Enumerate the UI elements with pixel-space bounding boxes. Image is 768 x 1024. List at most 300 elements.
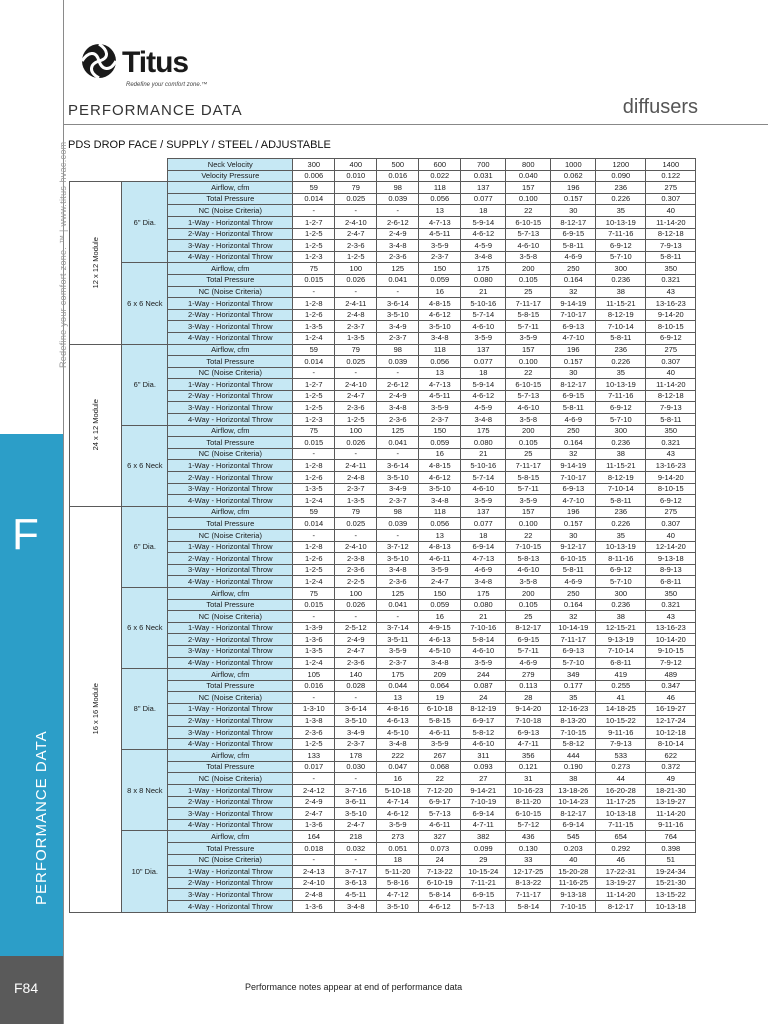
value-cell: 38	[551, 773, 596, 785]
row-label: Total Pressure	[168, 356, 293, 368]
value-cell: 21	[461, 448, 506, 460]
value-cell: 10-13-19	[596, 216, 646, 228]
value-cell: 4-6-9	[551, 251, 596, 263]
row-label: 1-Way - Horizontal Throw	[168, 703, 293, 715]
value-cell: 0.044	[377, 680, 419, 692]
value-cell: 0.100	[506, 193, 551, 205]
row-label: Total Pressure	[168, 193, 293, 205]
value-cell: 5-7-12	[506, 819, 551, 831]
value-cell: 46	[646, 692, 696, 704]
value-cell: 4-6-10	[506, 240, 551, 252]
row-label: NC (Noise Criteria)	[168, 611, 293, 623]
value-cell: 4-6-11	[419, 819, 461, 831]
size-label: 6" Dia.	[122, 506, 168, 587]
value-cell: 1-2-7	[293, 379, 335, 391]
value-cell: 8-10-15	[646, 483, 696, 495]
value-cell: 6-9-13	[551, 483, 596, 495]
value-cell: -	[293, 286, 335, 298]
value-cell: 2-3-7	[419, 414, 461, 426]
value-cell: 2-3-7	[377, 657, 419, 669]
value-cell: 0.025	[335, 193, 377, 205]
value-cell: 654	[596, 831, 646, 843]
value-cell: 178	[335, 750, 377, 762]
value-cell: 18	[461, 530, 506, 542]
value-cell: 13	[419, 205, 461, 217]
value-cell: 41	[596, 692, 646, 704]
blank-cell	[70, 159, 168, 171]
value-cell: 24	[419, 854, 461, 866]
value-cell: 0.080	[461, 274, 506, 286]
value-cell: 5-7-14	[461, 309, 506, 321]
value-cell: 0.121	[506, 761, 551, 773]
value-cell: 30	[551, 530, 596, 542]
value-cell: 244	[461, 669, 506, 681]
value-cell: 4-5-9	[461, 402, 506, 414]
value-cell: 5-7-13	[506, 390, 551, 402]
value-cell: 5-7-10	[596, 576, 646, 588]
value-cell: 5-7-13	[461, 901, 506, 913]
value-cell: 0.015	[293, 599, 335, 611]
value-cell: 10-15-24	[461, 866, 506, 878]
value-cell: 7-11-16	[596, 228, 646, 240]
value-cell: 1-3-9	[293, 622, 335, 634]
row-label: 3-Way - Horizontal Throw	[168, 727, 293, 739]
row-label: 1-Way - Horizontal Throw	[168, 866, 293, 878]
value-cell: 0.064	[419, 680, 461, 692]
value-cell: 2-4-8	[335, 472, 377, 484]
value-cell: 1-3-5	[335, 495, 377, 507]
value-cell: 157	[506, 182, 551, 194]
value-cell: 7-10-19	[461, 796, 506, 808]
value-cell: 98	[377, 182, 419, 194]
row-label: NC (Noise Criteria)	[168, 773, 293, 785]
value-cell: 0.041	[377, 599, 419, 611]
value-cell: 4-6-9	[461, 564, 506, 576]
value-cell: 0.056	[419, 518, 461, 530]
value-cell: 2-4-8	[293, 889, 335, 901]
row-label: 1-Way - Horizontal Throw	[168, 379, 293, 391]
value-cell: 3-5-9	[461, 332, 506, 344]
value-cell: 3-5-10	[377, 553, 419, 565]
value-cell: 3-4-9	[377, 321, 419, 333]
value-cell: 100	[335, 263, 377, 275]
row-label: 4-Way - Horizontal Throw	[168, 901, 293, 913]
value-cell: 2-4-9	[293, 796, 335, 808]
value-cell: 4-5-11	[419, 390, 461, 402]
value-cell: 16	[419, 286, 461, 298]
size-label: 6" Dia.	[122, 182, 168, 263]
value-cell: 8-13-20	[551, 715, 596, 727]
value-cell: 79	[335, 344, 377, 356]
value-cell: 236	[596, 182, 646, 194]
performance-table	[69, 158, 696, 913]
row-label: Airflow, cfm	[168, 182, 293, 194]
row-label: Neck Velocity	[168, 159, 293, 171]
value-cell: 0.100	[506, 356, 551, 368]
value-cell: 1000	[551, 159, 596, 171]
value-cell: 222	[377, 750, 419, 762]
value-cell: 8-10-15	[646, 321, 696, 333]
value-cell: 0.122	[646, 170, 696, 182]
value-cell: 0.016	[293, 680, 335, 692]
value-cell: 8-12-19	[461, 703, 506, 715]
value-cell: 2-3-7	[377, 332, 419, 344]
value-cell: 25	[506, 286, 551, 298]
value-cell: 13	[377, 692, 419, 704]
value-cell: 7-11-17	[551, 634, 596, 646]
value-cell: 0.307	[646, 356, 696, 368]
value-cell: 5-8-12	[461, 727, 506, 739]
value-cell: 1-3-6	[293, 634, 335, 646]
value-cell: 3-5-9	[506, 332, 551, 344]
module-label: 24 x 12 Module	[90, 399, 100, 451]
row-label: 2-Way - Horizontal Throw	[168, 634, 293, 646]
value-cell: 3-4-8	[419, 495, 461, 507]
value-cell: 4-6-9	[551, 576, 596, 588]
value-cell: 0.014	[293, 518, 335, 530]
value-cell: 22	[506, 530, 551, 542]
value-cell: 1-2-8	[293, 541, 335, 553]
value-cell: 300	[596, 263, 646, 275]
row-label: Total Pressure	[168, 274, 293, 286]
value-cell: 0.006	[293, 170, 335, 182]
value-cell: 4-6-9	[506, 657, 551, 669]
value-cell: 0.177	[551, 680, 596, 692]
value-cell: 2-3-6	[293, 727, 335, 739]
value-cell: 1-2-5	[335, 414, 377, 426]
row-label: Total Pressure	[168, 761, 293, 773]
table-row	[70, 182, 696, 194]
value-cell: 1-2-6	[293, 553, 335, 565]
row-label: 2-Way - Horizontal Throw	[168, 877, 293, 889]
value-cell: 7-10-14	[596, 483, 646, 495]
value-cell: 3-5-11	[377, 634, 419, 646]
value-cell: 1-2-6	[293, 472, 335, 484]
value-cell: 200	[506, 587, 551, 599]
value-cell: 2-4-9	[335, 634, 377, 646]
value-cell: 0.039	[377, 356, 419, 368]
value-cell: 98	[377, 506, 419, 518]
value-cell: 33	[506, 854, 551, 866]
value-cell: 9-14-20	[646, 309, 696, 321]
value-cell: 382	[461, 831, 506, 843]
value-cell: 1-2-4	[293, 332, 335, 344]
value-cell: 1-2-5	[293, 738, 335, 750]
value-cell: 764	[646, 831, 696, 843]
value-cell: 196	[551, 182, 596, 194]
value-cell: 59	[293, 344, 335, 356]
value-cell: 9-11-16	[596, 727, 646, 739]
value-cell: 4-7-14	[377, 796, 419, 808]
value-cell: 3-4-8	[461, 251, 506, 263]
value-cell: 7-10-15	[506, 541, 551, 553]
value-cell: 4-6-12	[419, 309, 461, 321]
value-cell: 3-5-10	[377, 309, 419, 321]
row-label: 4-Way - Horizontal Throw	[168, 738, 293, 750]
value-cell: 11-16-25	[551, 877, 596, 889]
logo-tagline: Redefine your comfort zone.™	[126, 82, 208, 88]
value-cell: 0.016	[377, 170, 419, 182]
value-cell: -	[293, 367, 335, 379]
value-cell: 10-14-23	[551, 796, 596, 808]
value-cell: 0.226	[596, 356, 646, 368]
value-cell: 12-14-20	[646, 541, 696, 553]
value-cell: 6-9-15	[551, 228, 596, 240]
value-cell: 10-14-20	[646, 634, 696, 646]
value-cell: 75	[293, 425, 335, 437]
value-cell: 3-5-9	[377, 645, 419, 657]
value-cell: 7-11-16	[596, 390, 646, 402]
value-cell: 2-3-6	[377, 414, 419, 426]
row-label: Total Pressure	[168, 599, 293, 611]
value-cell: 7-10-14	[596, 321, 646, 333]
value-cell: 22	[419, 773, 461, 785]
value-cell: 0.059	[419, 437, 461, 449]
value-cell: 79	[335, 182, 377, 194]
value-cell: 59	[293, 182, 335, 194]
value-cell: 59	[293, 506, 335, 518]
value-cell: 1-3-5	[293, 483, 335, 495]
value-cell: 196	[551, 506, 596, 518]
row-label: 4-Way - Horizontal Throw	[168, 414, 293, 426]
value-cell: 4-5-11	[335, 889, 377, 901]
value-cell: 18	[377, 854, 419, 866]
value-cell: 2-3-7	[419, 251, 461, 263]
row-label: Airflow, cfm	[168, 587, 293, 599]
value-cell: 3-6-14	[377, 298, 419, 310]
value-cell: 43	[646, 611, 696, 623]
value-cell: 1200	[596, 159, 646, 171]
value-cell: 13	[419, 367, 461, 379]
value-cell: 6-9-12	[596, 240, 646, 252]
value-cell: 35	[551, 692, 596, 704]
value-cell: 1-3-6	[293, 901, 335, 913]
website-vertical-text: Redefine your comfort zone. ™ | www.titus-hvac.com	[58, 141, 68, 368]
value-cell: 44	[596, 773, 646, 785]
value-cell: 0.014	[293, 356, 335, 368]
row-label: 2-Way - Horizontal Throw	[168, 228, 293, 240]
value-cell: 10-12-18	[646, 727, 696, 739]
value-cell: 7-10-16	[461, 622, 506, 634]
value-cell: 2-4-7	[335, 819, 377, 831]
value-cell: 0.099	[461, 843, 506, 855]
value-cell: 13-16-23	[646, 460, 696, 472]
value-cell: 0.157	[551, 518, 596, 530]
value-cell: 2-4-9	[377, 228, 419, 240]
value-cell: 35	[596, 367, 646, 379]
value-cell: 3-5-8	[506, 414, 551, 426]
value-cell: 7-9-13	[596, 738, 646, 750]
value-cell: 279	[506, 669, 551, 681]
value-cell: 11-15-21	[596, 298, 646, 310]
logo-wordmark: Titus	[122, 46, 189, 79]
value-cell: 3-4-8	[419, 332, 461, 344]
value-cell: 11-14-20	[596, 889, 646, 901]
blank-cell	[70, 170, 168, 182]
value-cell: 3-5-10	[377, 901, 419, 913]
value-cell: 1-2-3	[293, 251, 335, 263]
value-cell: 8-10-14	[646, 738, 696, 750]
value-cell: 0.307	[646, 193, 696, 205]
value-cell: 250	[551, 263, 596, 275]
value-cell: 7-11-21	[461, 877, 506, 889]
value-cell: 51	[646, 854, 696, 866]
value-cell: 545	[551, 831, 596, 843]
value-cell: 3-5-9	[506, 495, 551, 507]
value-cell: 1-2-5	[293, 402, 335, 414]
value-cell: 0.059	[419, 274, 461, 286]
value-cell: 118	[419, 182, 461, 194]
value-cell: 7-10-15	[551, 727, 596, 739]
value-cell: 349	[551, 669, 596, 681]
value-cell: 5-7-10	[596, 251, 646, 263]
value-cell: 21	[461, 286, 506, 298]
value-cell: 1-2-5	[335, 251, 377, 263]
value-cell: 4-6-11	[419, 553, 461, 565]
value-cell: 157	[506, 506, 551, 518]
row-label: Velocity Pressure	[168, 170, 293, 182]
value-cell: 7-11-17	[506, 298, 551, 310]
value-cell: 2-4-10	[293, 877, 335, 889]
size-label: 10" Dia.	[122, 831, 168, 912]
value-cell: 5-8-15	[506, 472, 551, 484]
value-cell: 436	[506, 831, 551, 843]
row-label: NC (Noise Criteria)	[168, 205, 293, 217]
row-label: NC (Noise Criteria)	[168, 692, 293, 704]
value-cell: 5-10-18	[377, 785, 419, 797]
value-cell: 0.255	[596, 680, 646, 692]
value-cell: 10-15-22	[596, 715, 646, 727]
table-row	[70, 831, 696, 843]
value-cell: 0.321	[646, 599, 696, 611]
value-cell: 3-4-8	[419, 657, 461, 669]
row-label: 4-Way - Horizontal Throw	[168, 332, 293, 344]
value-cell: 0.236	[596, 599, 646, 611]
value-cell: 4-8-15	[419, 460, 461, 472]
value-cell: 5-8-11	[596, 332, 646, 344]
value-cell: 350	[646, 425, 696, 437]
value-cell: 5-8-11	[596, 495, 646, 507]
value-cell: 236	[596, 344, 646, 356]
row-label: 2-Way - Horizontal Throw	[168, 472, 293, 484]
module-label-cell	[70, 344, 122, 506]
value-cell: 4-7-11	[461, 819, 506, 831]
value-cell: 4-5-9	[461, 240, 506, 252]
value-cell: 4-6-12	[461, 228, 506, 240]
value-cell: 12-17-24	[646, 715, 696, 727]
value-cell: 0.347	[646, 680, 696, 692]
row-label: 2-Way - Horizontal Throw	[168, 390, 293, 402]
value-cell: 8-12-17	[506, 622, 551, 634]
row-label: 4-Way - Horizontal Throw	[168, 657, 293, 669]
value-cell: 9-13-18	[646, 553, 696, 565]
row-label: 1-Way - Horizontal Throw	[168, 622, 293, 634]
value-cell: 5-8-14	[506, 901, 551, 913]
value-cell: 3-7-14	[377, 622, 419, 634]
value-cell: 0.015	[293, 274, 335, 286]
size-label: 8 x 8 Neck	[122, 750, 168, 831]
value-cell: 137	[461, 344, 506, 356]
value-cell: 5-7-11	[506, 483, 551, 495]
value-cell: 10-13-18	[596, 808, 646, 820]
value-cell: 16	[419, 448, 461, 460]
value-cell: 7-10-17	[551, 472, 596, 484]
value-cell: 0.026	[335, 599, 377, 611]
value-cell: 32	[551, 448, 596, 460]
value-cell: 0.113	[506, 680, 551, 692]
value-cell: -	[377, 205, 419, 217]
value-cell: 209	[419, 669, 461, 681]
value-cell: 4-6-13	[419, 634, 461, 646]
value-cell: 0.080	[461, 599, 506, 611]
value-cell: 8-12-19	[596, 309, 646, 321]
value-cell: 6-10-15	[506, 808, 551, 820]
value-cell: 0.105	[506, 274, 551, 286]
table-row	[70, 425, 696, 437]
value-cell: 2-4-10	[335, 541, 377, 553]
value-cell: 4-7-10	[551, 332, 596, 344]
value-cell: 8-9-13	[646, 564, 696, 576]
value-cell: 105	[293, 669, 335, 681]
row-label: 4-Way - Horizontal Throw	[168, 819, 293, 831]
value-cell: 18	[461, 205, 506, 217]
value-cell: 40	[646, 530, 696, 542]
value-cell: 489	[646, 669, 696, 681]
value-cell: 16-19-27	[646, 703, 696, 715]
value-cell: 175	[377, 669, 419, 681]
value-cell: 3-5-10	[335, 715, 377, 727]
value-cell: 11-14-20	[646, 216, 696, 228]
value-cell: 3-7-12	[377, 541, 419, 553]
value-cell: 6-10-19	[419, 877, 461, 889]
value-cell: 100	[335, 425, 377, 437]
value-cell: 5-7-13	[506, 228, 551, 240]
value-cell: 275	[646, 182, 696, 194]
value-cell: 2-3-6	[335, 564, 377, 576]
row-label: NC (Noise Criteria)	[168, 367, 293, 379]
value-cell: 3-5-9	[419, 738, 461, 750]
value-cell: -	[293, 692, 335, 704]
value-cell: 6-10-15	[506, 379, 551, 391]
value-cell: 7-11-17	[506, 460, 551, 472]
value-cell: 150	[419, 263, 461, 275]
value-cell: 5-8-14	[419, 889, 461, 901]
value-cell: 10-13-19	[596, 379, 646, 391]
value-cell: 6-9-12	[646, 495, 696, 507]
value-cell: 0.236	[596, 274, 646, 286]
table-row	[70, 587, 696, 599]
value-cell: 10-13-19	[596, 541, 646, 553]
value-cell: 5-8-11	[551, 240, 596, 252]
value-cell: 273	[377, 831, 419, 843]
module-label-cell	[70, 182, 122, 344]
value-cell: 1-2-4	[293, 495, 335, 507]
value-cell: 200	[506, 425, 551, 437]
value-cell: 7-10-14	[596, 645, 646, 657]
value-cell: 0.062	[551, 170, 596, 182]
value-cell: 4-6-10	[461, 321, 506, 333]
value-cell: 6-9-12	[596, 402, 646, 414]
value-cell: 275	[646, 344, 696, 356]
value-cell: 3-4-9	[377, 483, 419, 495]
header-row-velocity-pressure	[70, 170, 696, 182]
row-label: 1-Way - Horizontal Throw	[168, 541, 293, 553]
value-cell: 49	[646, 773, 696, 785]
value-cell: 0.321	[646, 437, 696, 449]
value-cell: 4-7-13	[419, 379, 461, 391]
module-label-cell	[70, 506, 122, 912]
value-cell: 6-10-15	[506, 216, 551, 228]
